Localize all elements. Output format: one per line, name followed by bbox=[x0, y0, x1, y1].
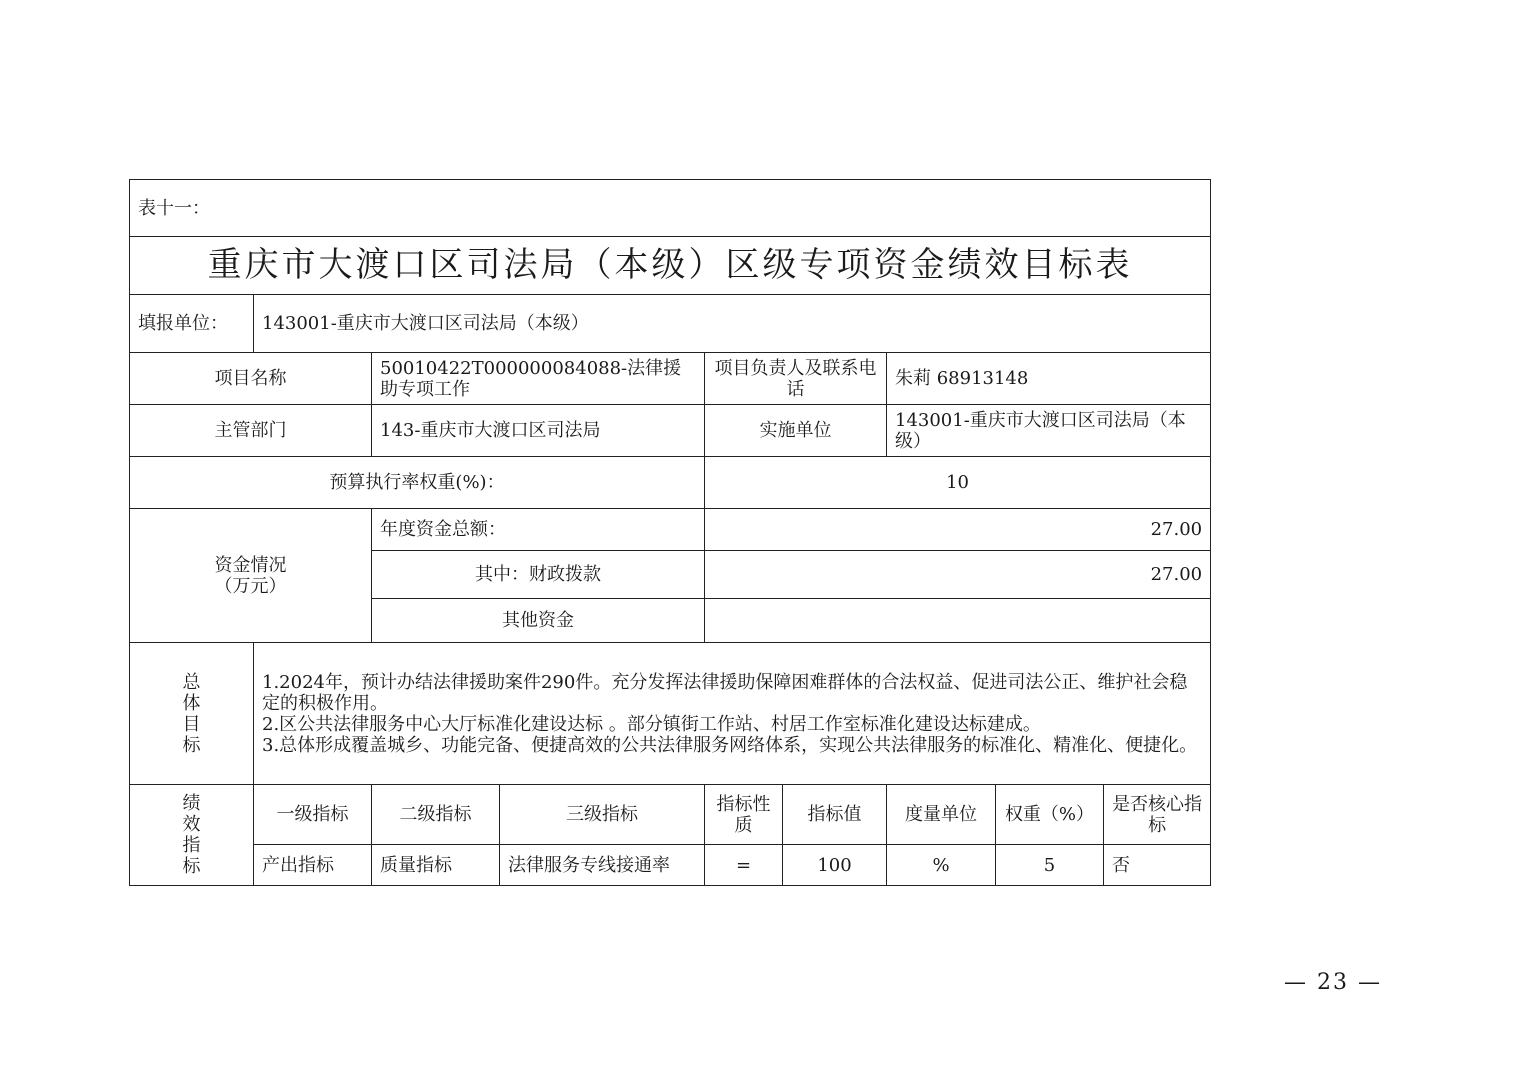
funds-label-line2: （万元） bbox=[214, 575, 287, 597]
header-unit: 度量单位 bbox=[887, 785, 996, 845]
funds-label bbox=[130, 509, 372, 643]
row-unit: % bbox=[887, 845, 996, 886]
overall-goal-line: 2.区公共法律服务中心大厅标准化建设达标 。部分镇街工作站、村居工作室标准化建设达标建成。 bbox=[262, 713, 1041, 735]
header-level1: 一级指标 bbox=[254, 785, 372, 845]
overall-goal-char: 体 bbox=[182, 692, 201, 714]
row-nature: = bbox=[705, 845, 783, 886]
funds-fiscal-value: 27.00 bbox=[705, 551, 1211, 599]
project-name-label: 项目名称 bbox=[130, 353, 372, 405]
row-level3: 法律服务专线接通率 bbox=[500, 845, 705, 886]
overall-goal-line: 3.总体形成覆盖城乡、功能完备、便捷高效的公共法律服务网络体系，实现公共法律服务的标准化、精准化、便捷化。 bbox=[262, 734, 1198, 756]
header-level2: 二级指标 bbox=[372, 785, 500, 845]
budget-rate-value: 10 bbox=[705, 457, 1211, 509]
implementing-unit-value: 143001-重庆市大渡口区司法局（本级） bbox=[887, 405, 1211, 457]
indicators-char: 指 bbox=[182, 835, 201, 856]
budget-rate-label: 预算执行率权重(%)： bbox=[130, 457, 705, 509]
header-weight: 权重（%） bbox=[996, 785, 1104, 845]
funds-total-value: 27.00 bbox=[705, 509, 1211, 551]
overall-goal-label bbox=[130, 643, 254, 785]
row-level2: 质量指标 bbox=[372, 845, 500, 886]
overall-goal-content bbox=[254, 643, 1211, 785]
funds-other-label: 其他资金 bbox=[372, 599, 705, 643]
page-title: 重庆市大渡口区司法局（本级）区级专项资金绩效目标表 bbox=[130, 237, 1211, 295]
row-value: 100 bbox=[783, 845, 887, 886]
header-nature: 指标性质 bbox=[705, 785, 783, 845]
row-level1: 产出指标 bbox=[254, 845, 372, 886]
reporting-unit-value: 143001-重庆市大渡口区司法局（本级） bbox=[254, 295, 1211, 353]
header-core: 是否核心指标 bbox=[1104, 785, 1211, 845]
overall-goal-char: 总 bbox=[182, 671, 201, 693]
department-label: 主管部门 bbox=[130, 405, 372, 457]
indicators-label bbox=[130, 785, 254, 886]
implementing-unit-label: 实施单位 bbox=[705, 405, 887, 457]
row-weight: 5 bbox=[996, 845, 1104, 886]
indicators-char: 效 bbox=[182, 814, 201, 835]
page-number: — 23 — bbox=[1284, 970, 1382, 995]
department-value: 143-重庆市大渡口区司法局 bbox=[372, 405, 705, 457]
funds-total-label: 年度资金总额： bbox=[372, 509, 705, 551]
header-level3: 三级指标 bbox=[500, 785, 705, 845]
funds-fiscal-label: 其中：财政拨款 bbox=[372, 551, 705, 599]
funds-label-line1: 资金情况 bbox=[214, 554, 287, 576]
indicators-char: 标 bbox=[182, 856, 201, 877]
row-core: 否 bbox=[1104, 845, 1211, 886]
indicators-char: 绩 bbox=[182, 793, 201, 814]
overall-goal-char: 标 bbox=[182, 734, 201, 756]
funds-other-value bbox=[705, 599, 1211, 643]
performance-target-table bbox=[129, 179, 1211, 886]
project-contact-value: 朱莉 68913148 bbox=[887, 353, 1211, 405]
project-name-value: 50010422T000000084088-法律援助专项工作 bbox=[372, 353, 705, 405]
overall-goal-char: 目 bbox=[182, 713, 201, 735]
overall-goal-line: 1.2024年，预计办结法律援助案件290件。充分发挥法律援助保障困难群体的合法权益、促进司法公正、维护社会稳定的积极作用。 bbox=[262, 671, 1188, 714]
table-label: 表十一： bbox=[130, 180, 1211, 237]
table-row bbox=[130, 845, 1211, 886]
header-value: 指标值 bbox=[783, 785, 887, 845]
reporting-unit-label: 填报单位： bbox=[130, 295, 254, 353]
project-contact-label: 项目负责人及联系电话 bbox=[705, 353, 887, 405]
